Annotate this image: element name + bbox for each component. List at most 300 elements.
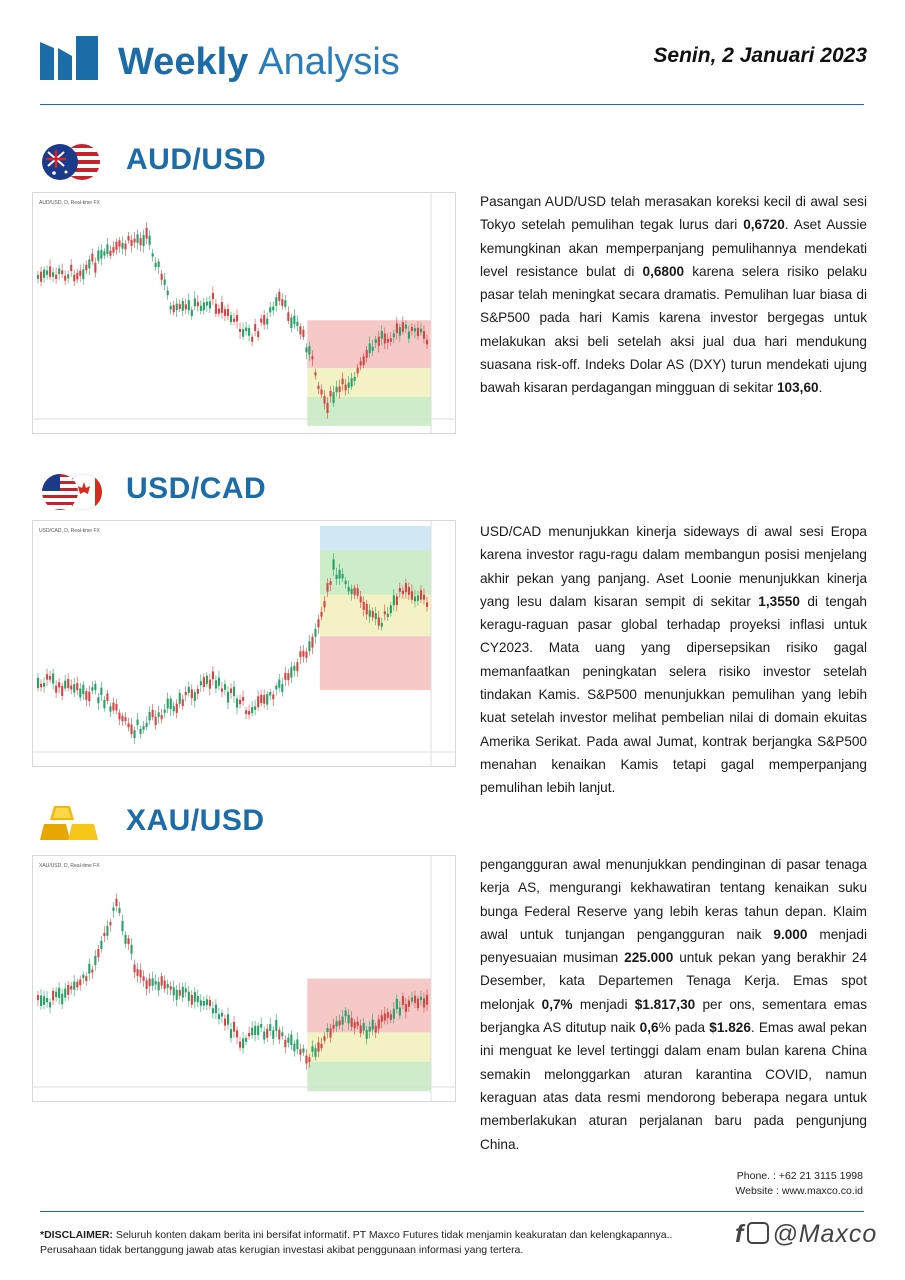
candle [179, 693, 181, 704]
candle [296, 1039, 298, 1049]
candle [206, 676, 208, 684]
candle [155, 263, 157, 267]
candle [152, 710, 154, 717]
candle [351, 378, 353, 386]
candle [339, 1020, 341, 1025]
candle [40, 684, 42, 687]
paragraph-usdcad [480, 520, 867, 800]
candle [317, 386, 319, 389]
candle [197, 689, 199, 694]
paragraph-audusd [480, 190, 867, 400]
candle [152, 253, 154, 256]
candle [293, 666, 295, 671]
candle [384, 333, 386, 343]
candle [185, 988, 187, 992]
candle [245, 1038, 247, 1042]
candle [49, 266, 51, 277]
candle [82, 269, 84, 279]
candle [414, 597, 416, 602]
candle [387, 1012, 389, 1018]
social-handle-text[interactable]: @Maxco [772, 1220, 878, 1248]
candle [176, 704, 178, 713]
candle [121, 921, 123, 931]
candle [73, 981, 75, 989]
candle [302, 651, 304, 657]
candle [218, 678, 220, 686]
candle [130, 240, 132, 246]
fib-zone [307, 979, 431, 1033]
candle [64, 276, 66, 281]
candle [345, 385, 347, 391]
candle [281, 684, 283, 692]
paragraph-text: Pasangan AUD/USD telah merasakan koreksi kecil di awal sesi Tokyo setelah pemulihan tegak lurus dari [480, 194, 867, 233]
candle [236, 699, 238, 708]
candle [137, 234, 139, 242]
candle [342, 379, 344, 385]
candle [215, 680, 217, 688]
candle [73, 684, 75, 692]
candle [127, 236, 129, 240]
candle [393, 1009, 395, 1019]
candle [254, 1026, 256, 1035]
candle [423, 998, 425, 1007]
candle [176, 304, 178, 311]
candle [103, 933, 105, 936]
candle [94, 956, 96, 965]
footer-divider [40, 1211, 864, 1212]
candle [212, 293, 214, 299]
usa-canada-flag-icon [40, 472, 102, 512]
candle [345, 1011, 347, 1017]
paragraph-text: menjadi penyesuaian musiman [480, 926, 867, 966]
candle [233, 687, 235, 696]
candle [375, 613, 377, 619]
candle [200, 1000, 202, 1005]
candle [417, 999, 419, 1008]
candle [426, 995, 428, 1005]
candle [248, 1033, 250, 1036]
chart-caption: USD/CAD, D, Real-time FX [39, 528, 100, 534]
candle [326, 583, 328, 592]
candle [40, 272, 42, 282]
candle [94, 263, 96, 273]
paragraph-text: karena selera risiko pelaku pasar telah meningkat secara dramatis. Pemulihan luar biasa di S&P500 pada hari Kamis karena investor bergegas untuk melakukan aksi beli setelah aksi jual dua hari mendukung suasana risk-off. Indeks Dolar AS (DXY) turun mendekati ujung bawah kisaran perdagangan mingguan di sekitar [480, 263, 867, 396]
candle [191, 310, 193, 316]
paragraph-text: % pada [658, 1020, 710, 1036]
candle [37, 275, 39, 279]
candle [127, 938, 129, 944]
aus-usa-flag-icon [40, 142, 102, 182]
contact-website[interactable]: Website : www.maxco.co.id [735, 1185, 863, 1197]
candle [275, 686, 277, 690]
candle [82, 975, 84, 978]
candle [161, 715, 163, 719]
candle [281, 299, 283, 306]
candle [112, 703, 114, 711]
candle [218, 309, 220, 314]
candle [70, 986, 72, 989]
candle [263, 695, 265, 704]
candle [91, 687, 93, 690]
disclaimer-line1: Seluruh konten dakam berita ini bersifat informatif. PT Maxco Futures tidak menjamin keakuratan dan kelengkapannya.. [112, 1229, 673, 1241]
candle [239, 329, 241, 332]
contact-phone: Phone. : +62 21 3115 1998 [736, 1170, 863, 1182]
candle [408, 1000, 410, 1006]
candle [155, 717, 157, 725]
candle [55, 275, 57, 279]
candle [399, 327, 401, 335]
candle [360, 361, 362, 365]
candle [236, 1030, 238, 1037]
candle [266, 694, 268, 705]
candle [381, 1015, 383, 1021]
candle [140, 970, 142, 978]
candle [275, 297, 277, 306]
candle [326, 403, 328, 413]
candle [115, 704, 117, 710]
fib-zone [307, 368, 431, 397]
candle [378, 1019, 380, 1028]
candle [194, 298, 196, 306]
paragraph-text: pengangguran awal menunjukkan pendinginan di pasar tenaga kerja AS, mengurangi kekhawatiran tentang kenaikan suku bunga Federal Reserve yang lebih keras tahun depan. Klaim awal untuk tunjangan pengangguran naik [480, 857, 867, 942]
bold-value: 0,6 [639, 1020, 659, 1036]
candle [393, 595, 395, 605]
candle [106, 694, 108, 701]
candle [230, 315, 232, 322]
report-date: Senin, 2 Januari 2023 [653, 44, 867, 67]
candle [194, 992, 196, 1002]
candle [357, 1022, 359, 1026]
candle [351, 1018, 353, 1027]
disclaimer [40, 1228, 730, 1258]
bold-value: 9.000 [773, 926, 808, 942]
candle [411, 591, 413, 599]
candle [203, 1001, 205, 1006]
candle [206, 302, 208, 306]
candle [242, 329, 244, 337]
candle [290, 1034, 292, 1045]
candle [161, 976, 163, 986]
candle [333, 1025, 335, 1029]
instagram-icon[interactable] [747, 1222, 769, 1244]
candle [146, 723, 148, 727]
candle [91, 970, 93, 973]
candle [329, 391, 331, 397]
bold-value: 225.000 [624, 950, 674, 966]
candle [405, 1004, 407, 1012]
candle [221, 302, 223, 313]
candle [167, 984, 169, 988]
candle [149, 236, 151, 245]
candle [278, 1030, 280, 1040]
candle [149, 979, 151, 986]
candle [121, 243, 123, 249]
candle [118, 240, 120, 246]
candle [275, 1020, 277, 1031]
candle [158, 712, 160, 716]
candle [52, 673, 54, 683]
candle [239, 700, 241, 704]
candle [336, 1021, 338, 1026]
candle [354, 588, 356, 595]
candle [67, 985, 69, 995]
candle [375, 1026, 377, 1033]
candle [402, 996, 404, 1005]
candle [73, 275, 75, 282]
candle [143, 976, 145, 980]
candle [182, 699, 184, 706]
candle [106, 926, 108, 936]
candle [248, 711, 250, 715]
candle [46, 998, 48, 1002]
candle [215, 1004, 217, 1012]
candle [109, 706, 111, 711]
candle [320, 1044, 322, 1048]
candle [40, 995, 42, 1006]
candle [339, 386, 341, 391]
candle [49, 1002, 51, 1007]
candle [339, 570, 341, 579]
candle [46, 674, 48, 679]
paragraph-text: . Emas awal pekan ini menguat ke level tertinggi dalam enam bulan karena China semakin melonggarkan aturan karantina COVID, namun keraguan atas data resmi mendorong beberapa negara untuk memberlakukan aturan perjalanan baru pada pengunjung China. [480, 1020, 867, 1152]
candle [76, 982, 78, 987]
candle [173, 706, 175, 711]
candle [305, 652, 307, 658]
candle [61, 270, 63, 274]
candle [399, 1008, 401, 1016]
candle [405, 583, 407, 592]
section-title-audusd: AUD/USD [126, 143, 267, 176]
candle [411, 998, 413, 1002]
candle [257, 331, 259, 337]
candle [215, 304, 217, 314]
candle [305, 347, 307, 352]
candle [103, 251, 105, 255]
candle [37, 995, 39, 1000]
candle [230, 1029, 232, 1038]
candle [224, 1019, 226, 1026]
paragraph-text: USD/CAD menunjukkan kinerja sideways di awal sesi Eropa karena investor ragu-ragu dalam membangun posisi menjelang akhir pekan yang panjang. Aset Loonie menunjukkan kinerja yang lesu dalam kisaran sempit di sekitar [480, 524, 867, 609]
candle [372, 347, 374, 351]
candle [269, 1024, 271, 1031]
candle [94, 684, 96, 690]
candle [158, 261, 160, 267]
candle [357, 368, 359, 374]
candle [64, 681, 66, 689]
candle [420, 590, 422, 599]
candle [170, 699, 172, 709]
candle [88, 692, 90, 701]
candle [188, 992, 190, 1001]
candle [218, 1014, 220, 1019]
candle [112, 247, 114, 252]
candle [351, 589, 353, 594]
candle [333, 559, 335, 569]
candle [167, 291, 169, 295]
candle [124, 717, 126, 721]
candle [423, 595, 425, 600]
candle [293, 316, 295, 325]
candle [287, 1038, 289, 1043]
candle [369, 610, 371, 617]
fib-zone [307, 397, 431, 426]
candle [37, 678, 39, 688]
candle [239, 1042, 241, 1048]
candle [305, 1056, 307, 1064]
bold-value: 0,6800 [642, 263, 685, 279]
candle [266, 1029, 268, 1038]
candle [149, 712, 151, 720]
candle [257, 1026, 259, 1035]
candle [317, 1042, 319, 1051]
candle [308, 641, 310, 651]
candle [257, 696, 259, 707]
candle [290, 667, 292, 678]
candle [227, 309, 229, 316]
candle [311, 1046, 313, 1051]
section-title-xauusd: XAU/USD [126, 804, 265, 837]
bold-value: $1.826 [709, 1020, 751, 1036]
candle [396, 323, 398, 333]
candle [326, 1028, 328, 1032]
candle [390, 1014, 392, 1019]
candle [284, 300, 286, 307]
candle [209, 1000, 211, 1006]
candle [164, 279, 166, 284]
social-handle[interactable] [735, 1220, 877, 1249]
candle [342, 1017, 344, 1025]
candle [290, 318, 292, 328]
candle [76, 273, 78, 280]
candle [79, 979, 81, 985]
paragraph-text: per ons, sementara emas berjangka AS ditutup naik [480, 996, 867, 1036]
candle [245, 328, 247, 332]
candle [164, 710, 166, 713]
candle [263, 315, 265, 325]
candle [360, 1025, 362, 1033]
candle [109, 251, 111, 256]
candle [357, 588, 359, 595]
bold-value: 0,7% [541, 996, 573, 1012]
bold-value: $1.817,30 [634, 996, 696, 1012]
candle [384, 611, 386, 614]
candle [191, 689, 193, 698]
candle [161, 274, 163, 280]
candle [70, 686, 72, 690]
bold-value: 103,60 [777, 380, 819, 396]
candle [43, 683, 45, 687]
fib-zone [307, 1032, 431, 1061]
candle [354, 377, 356, 381]
candle [173, 305, 175, 312]
candle [426, 340, 428, 344]
candle [378, 337, 380, 346]
candle [58, 268, 60, 274]
candle [363, 602, 365, 610]
candle [260, 695, 262, 703]
candle [140, 238, 142, 245]
candle [381, 623, 383, 627]
candle [133, 965, 135, 973]
candle [420, 997, 422, 1000]
facebook-icon[interactable]: f [735, 1220, 745, 1248]
candle [375, 339, 377, 343]
candle [182, 301, 184, 311]
candle [140, 729, 142, 734]
candle [366, 350, 368, 358]
candle [85, 265, 87, 271]
candle [97, 697, 99, 703]
candle [209, 680, 211, 689]
candle [115, 899, 117, 906]
candle [158, 982, 160, 990]
candle [209, 301, 211, 308]
candle [402, 591, 404, 595]
candle [254, 706, 256, 709]
candle [396, 596, 398, 605]
candle [323, 1036, 325, 1040]
candle [402, 322, 404, 332]
candle [76, 683, 78, 690]
candle [251, 337, 253, 342]
candle [296, 322, 298, 326]
candle [408, 587, 410, 595]
candle [203, 677, 205, 687]
candle [287, 673, 289, 680]
candle [269, 307, 271, 312]
candle [82, 685, 84, 694]
candle [137, 720, 139, 725]
title-bold: Weekly [118, 41, 249, 83]
candle [311, 356, 313, 359]
candle [308, 346, 310, 354]
candle [414, 996, 416, 1003]
candle [311, 637, 313, 648]
candle [200, 306, 202, 311]
bold-value: 1,3550 [758, 593, 800, 609]
candle [348, 1015, 350, 1024]
candle [317, 619, 319, 627]
candle [363, 357, 365, 365]
candle [182, 987, 184, 998]
candle [369, 1027, 371, 1032]
candle [167, 699, 169, 709]
candle [390, 605, 392, 613]
candle [366, 1030, 368, 1039]
candle [67, 274, 69, 278]
candle [194, 692, 196, 701]
candle [411, 327, 413, 331]
candle [61, 994, 63, 1004]
candle [354, 1022, 356, 1028]
candle [227, 692, 229, 703]
candle [420, 329, 422, 333]
candle [363, 1023, 365, 1030]
candle [115, 242, 117, 250]
candle [164, 981, 166, 989]
candle [133, 730, 135, 738]
candle [49, 676, 51, 680]
candle [314, 629, 316, 637]
fib-zone [320, 636, 431, 690]
candle [293, 1044, 295, 1052]
header-divider [40, 104, 864, 105]
candle [333, 392, 335, 403]
candle [206, 999, 208, 1005]
candle [278, 679, 280, 687]
candle [284, 673, 286, 680]
candle [191, 995, 193, 1005]
